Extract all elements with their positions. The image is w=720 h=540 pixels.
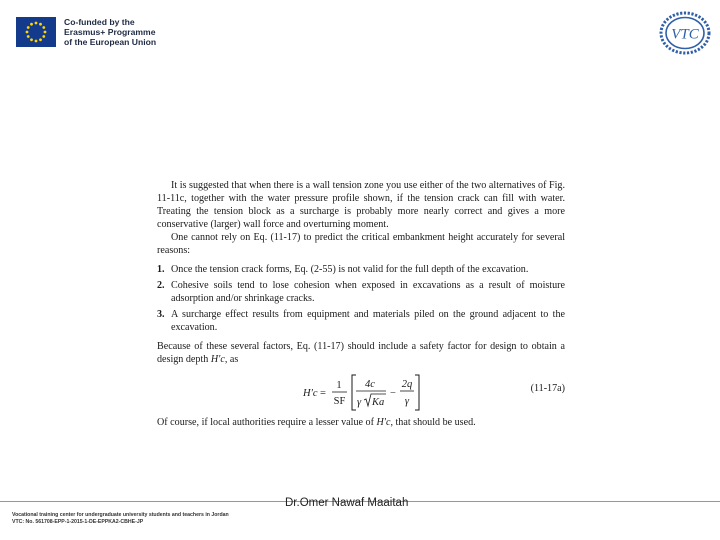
- reasons-list: [157, 264, 565, 335]
- list-item-text: A surcharge effect results from equipment and materials piled on the ground adjacent to the excavation.: [171, 309, 565, 334]
- list-item: [157, 264, 565, 277]
- list-item-text: Once the tension crack forms, Eq. (2-55) is not valid for the full depth of the excavation.: [171, 264, 529, 276]
- left-bracket: [352, 375, 356, 410]
- paragraph-1: It is suggested that when there is a wall tension zone you use either of the two alternatives of Fig. 11-11c, together with the water pressure profile shown, if the tension crack can fill with water. Treating the tension block as a surcharge is probably more nearly correct and gives a more conservative (larger) wall force and overturning moment.: [157, 180, 565, 230]
- fraction-2-sqrt-term: Ka: [372, 396, 385, 408]
- paragraph-4: [157, 417, 565, 430]
- vtc-logo-icon: [659, 11, 711, 55]
- paragraph-4-end: , that should be used.: [390, 416, 476, 428]
- equation-equals: =: [320, 387, 326, 399]
- paragraph-4-symbol: H′c: [376, 416, 391, 428]
- fraction-2-gamma: γ: [357, 396, 362, 408]
- fraction-3-numerator: 2q: [401, 378, 413, 390]
- footer-author: Dr.Omer Nawaf Maaitah: [285, 497, 409, 509]
- eu-funding-block: [16, 17, 156, 48]
- eu-line-2: Erasmus+ Programme: [64, 27, 156, 38]
- eu-flag-icon: [16, 17, 56, 47]
- list-item-number: 3.: [157, 309, 165, 321]
- vtc-logo-text: VTC: [671, 26, 699, 43]
- paragraph-2: One cannot rely on Eq. (11-17) to predict the critical embankment height accurately for several reasons:: [157, 231, 565, 256]
- fraction-1-denominator: SF: [333, 395, 346, 407]
- eu-funding-text: [64, 17, 156, 48]
- equation-minus: −: [390, 387, 396, 399]
- list-item-number: 1.: [157, 264, 165, 276]
- list-item-number: 2.: [157, 280, 165, 292]
- list-item-text: Cohesive soils tend to lose cohesion when exposed in excavations as a result of moisture adsorption and/or shrinkage cracks.: [171, 280, 565, 305]
- footer-project-line-2: VTC: No. 561708-EPP-1-2015-1-DE-EPPKA2-CBHE-JP: [12, 519, 144, 526]
- fraction-1-numerator: 1: [336, 379, 342, 391]
- list-item: [157, 280, 565, 306]
- footer-project-line-1: Vocational training center for undergraduate university students and teachers in Jordan: [12, 512, 229, 518]
- paragraph-4-text: Of course, if local authorities require a lesser value of: [157, 416, 377, 428]
- equation-lhs: H′c: [303, 387, 318, 399]
- eu-line-3: of the European Union: [64, 37, 157, 48]
- equation-number: (11-17a): [530, 382, 565, 394]
- paragraph-3-text: Because of these several factors, Eq. (11-17) should include a safety factor for design to obtain a design depth: [157, 340, 565, 365]
- footer-project-info: [12, 512, 229, 526]
- equation-11-17a: [157, 370, 565, 414]
- fraction-3-denominator: γ: [404, 395, 410, 407]
- list-item: [157, 309, 565, 335]
- fraction-2-numerator: 4c: [365, 378, 375, 390]
- right-bracket: [415, 375, 419, 410]
- eu-line-1: Co-funded by the: [64, 17, 135, 27]
- paragraph-3: [157, 341, 565, 367]
- document-body: [157, 180, 565, 430]
- paragraph-3-end: , as: [224, 353, 239, 365]
- paragraph-3-symbol: H′c: [210, 353, 225, 365]
